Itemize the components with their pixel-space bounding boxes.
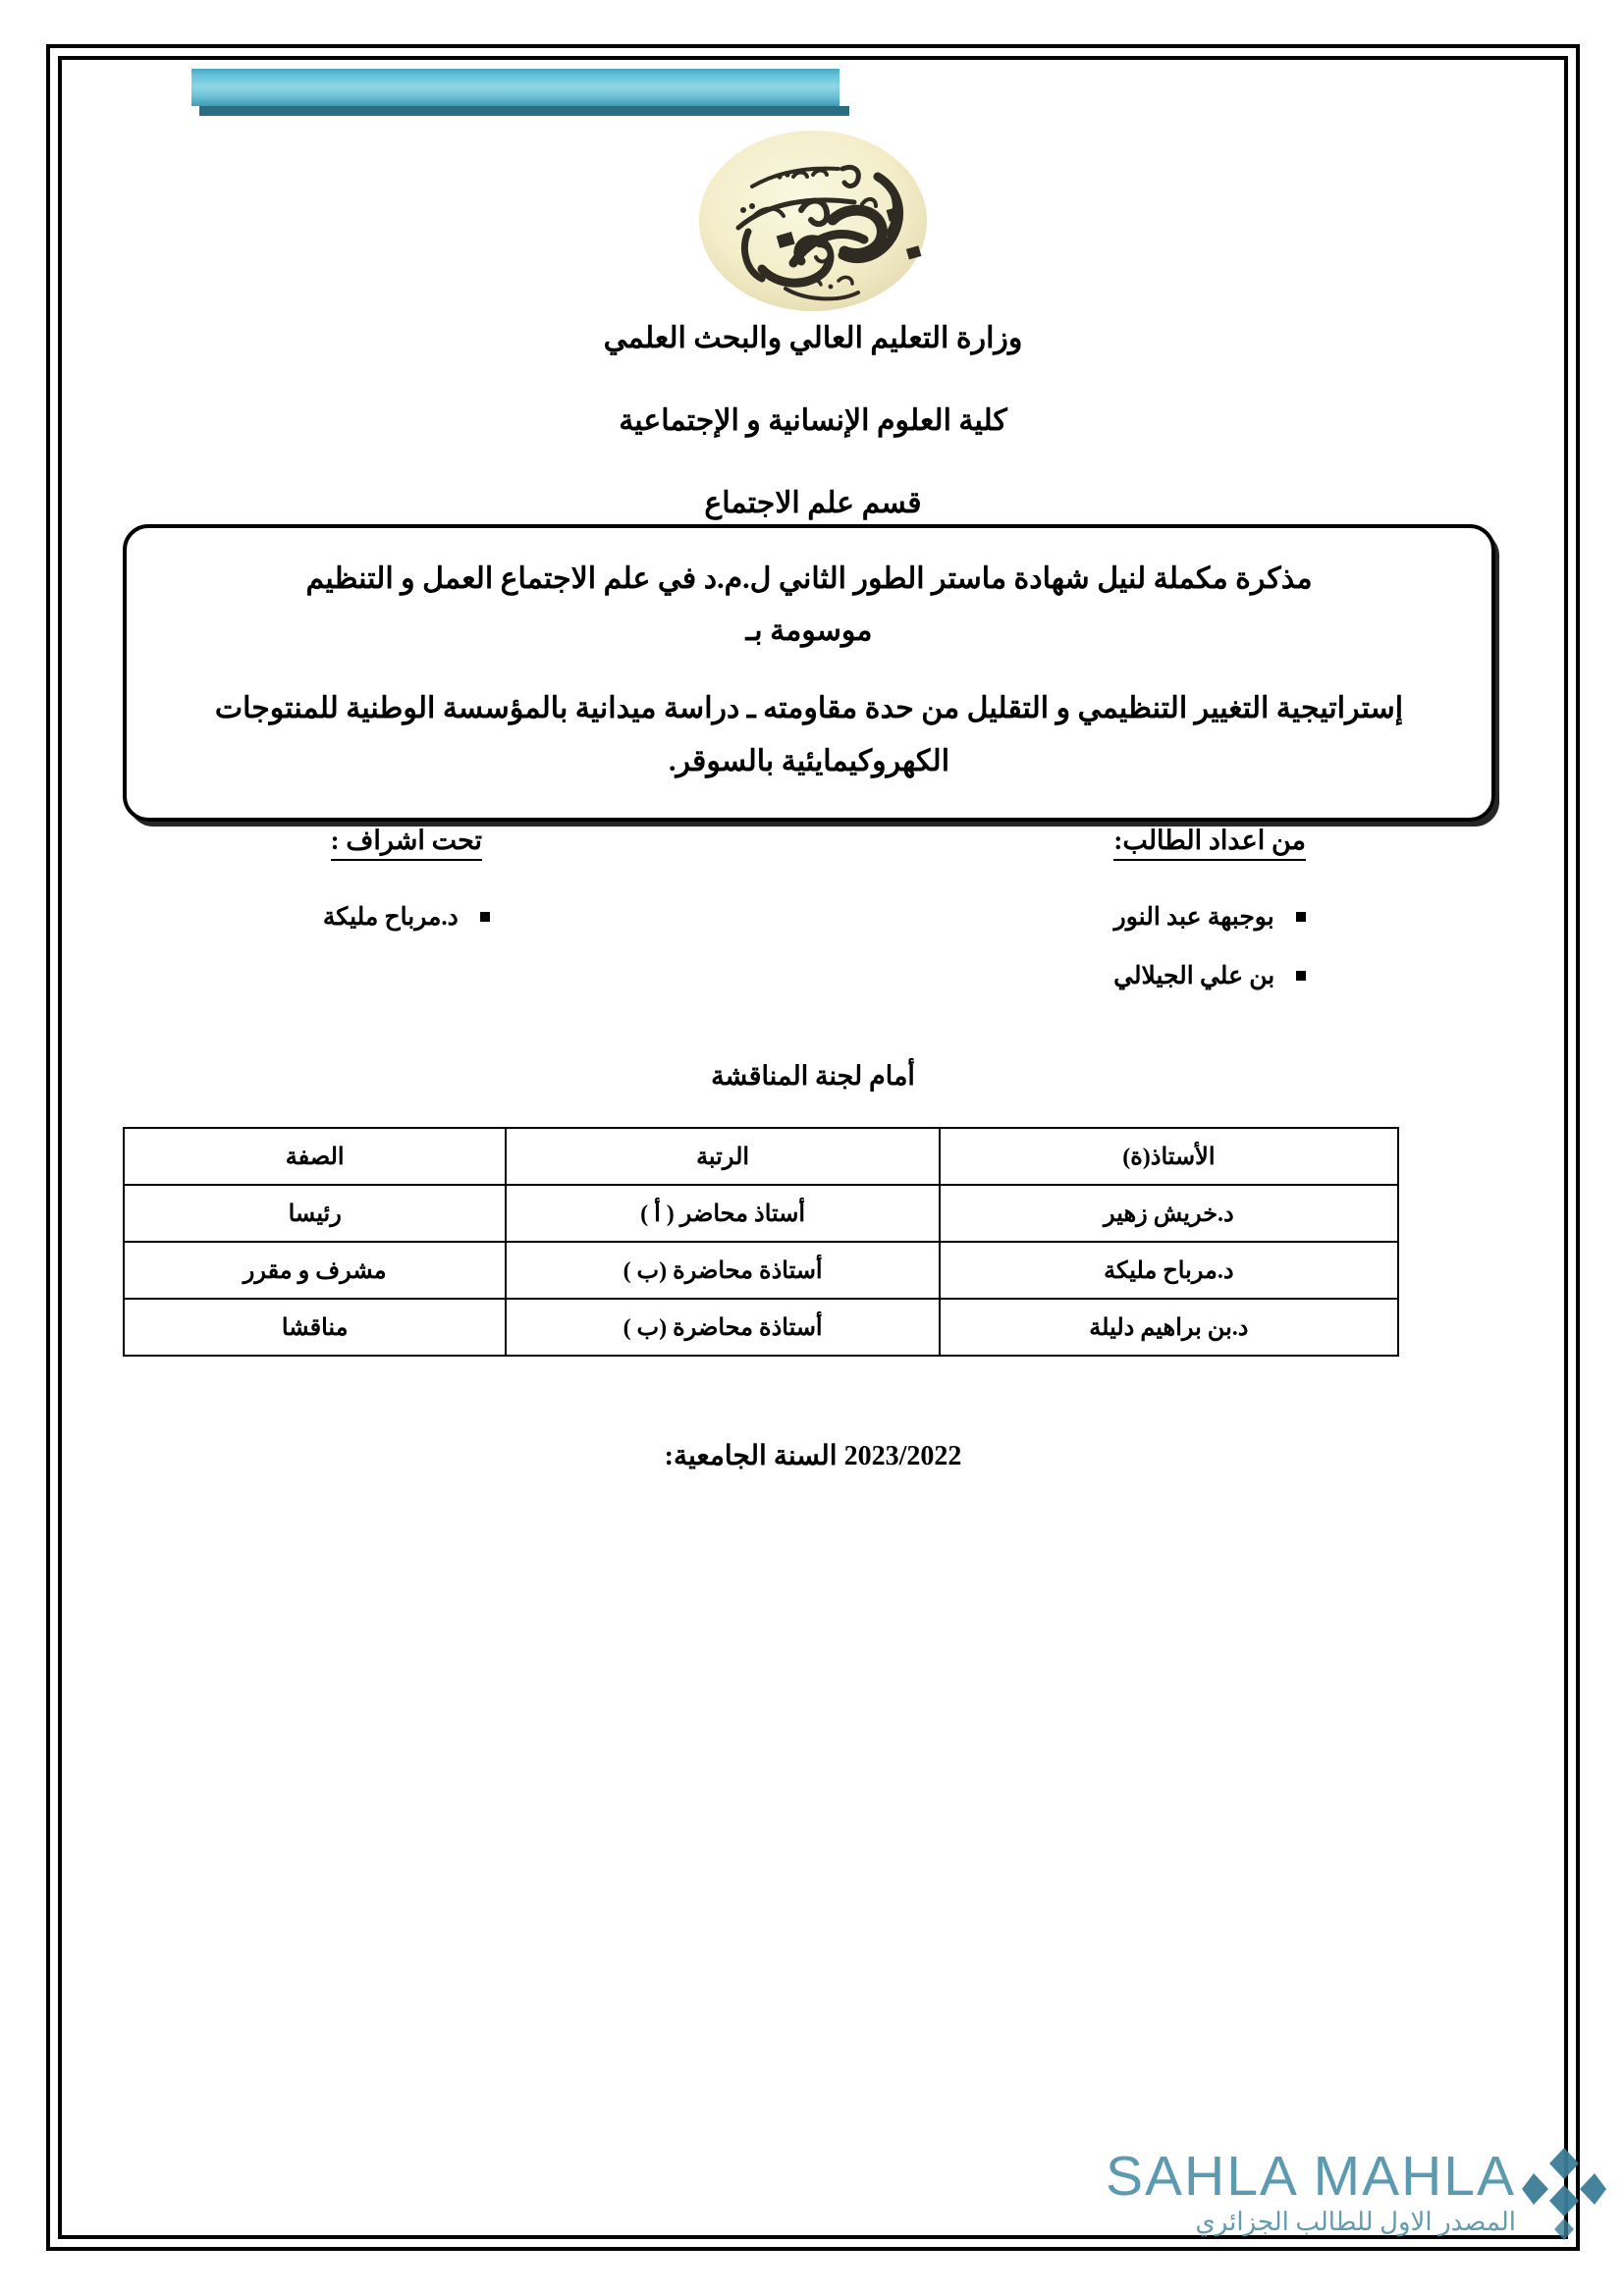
- thesis-title-text: إستراتيجية التغيير التنظيمي و التقليل من حدة مقاومته ـ دراسة ميدانية بالمؤسسة الوطنية للمنتوجات الكهروكيمايئية بالسوقر.: [214, 692, 1404, 777]
- table-row: [124, 1185, 1398, 1242]
- cell-rank: أستاذ محاضر ( أ ): [506, 1185, 939, 1242]
- degree-statement: مذكرة مكملة لنيل شهادة ماستر الطور الثاني ل.م.د في علم الاجتماع العمل و التنظيم: [305, 562, 1313, 595]
- column-header-professor: الأستاذ(ة): [940, 1128, 1398, 1185]
- square-bullet-icon: [1296, 971, 1306, 981]
- list-item: [69, 902, 744, 932]
- square-bullet-icon: [1296, 912, 1306, 922]
- decorative-teal-banner: [191, 69, 849, 116]
- watermark-text: [998, 2144, 1516, 2237]
- student-name: بوجبهة عبد النور: [1113, 904, 1274, 931]
- marked-as-label: موسومة بـ: [745, 614, 873, 647]
- teal-bar-shadow: [199, 106, 849, 116]
- jury-table-container: [123, 1127, 1399, 1357]
- jury-heading: أمام لجنة المناقشة: [711, 1061, 915, 1091]
- page-content: [69, 65, 1557, 2236]
- table-row: [124, 1242, 1398, 1299]
- supervisor-heading: تحت اشراف :: [331, 826, 482, 861]
- student-name: بن علي الجيلالي: [1113, 963, 1275, 989]
- jury-table-body: [124, 1185, 1398, 1356]
- student-heading: من اعداد الطالب:: [1113, 826, 1306, 861]
- cell-role: رئيسا: [124, 1185, 506, 1242]
- academic-year-label: السنة الجامعية:: [664, 1441, 838, 1471]
- thesis-title-box: [123, 524, 1495, 822]
- sahla-mahla-logo-icon: [1522, 2146, 1606, 2240]
- student-name-list: [862, 902, 1557, 990]
- list-item: [862, 961, 1557, 990]
- faculty-line: كلية العلوم الإنسانية و الإجتماعية: [619, 404, 1007, 437]
- table-header-row: [124, 1128, 1398, 1185]
- cell-professor: د.بن براهيم دليلة: [940, 1299, 1398, 1356]
- table-row: [124, 1299, 1398, 1356]
- department-line: قسم علم الاجتماع: [704, 487, 922, 519]
- institution-header: [69, 318, 1557, 524]
- watermark-brand: SAHLA MAHLA: [1106, 2144, 1516, 2208]
- supervisor-name-list: [69, 902, 744, 932]
- list-item: [862, 902, 1557, 932]
- cell-professor: د.مرباح مليكة: [940, 1242, 1398, 1299]
- teal-bar-fill: [191, 69, 839, 106]
- cell-role: مشرف و مقرر: [124, 1242, 506, 1299]
- supervisor-name: د.مرباح مليكة: [322, 904, 459, 931]
- ministry-line: وزارة التعليم العالي والبحث العلمي: [603, 322, 1023, 354]
- watermark: [998, 2146, 1606, 2240]
- watermark-tagline: المصدر الاول للطالب الجزائري: [1195, 2207, 1516, 2236]
- academic-year-value: 2023/2022: [843, 1441, 962, 1471]
- square-bullet-icon: [480, 912, 490, 922]
- cell-rank: أستاذة محاضرة (ب ): [506, 1299, 939, 1356]
- student-block: [842, 826, 1557, 1020]
- university-logo-container: [69, 126, 1557, 322]
- column-header-rank: الرتبة: [506, 1128, 939, 1185]
- cell-role: مناقشا: [124, 1299, 506, 1356]
- cell-rank: أستاذة محاضرة (ب ): [506, 1242, 939, 1299]
- column-header-role: الصفة: [124, 1128, 506, 1185]
- authors-and-supervisor-row: [69, 826, 1557, 1020]
- ibn-khaldoun-university-logo: [695, 126, 931, 317]
- cell-professor: د.خريش زهير: [940, 1185, 1398, 1242]
- jury-table: [123, 1127, 1399, 1357]
- jury-table-head: [124, 1128, 1398, 1185]
- supervisor-block: [69, 826, 784, 1020]
- academic-year-line: [69, 1439, 1557, 1472]
